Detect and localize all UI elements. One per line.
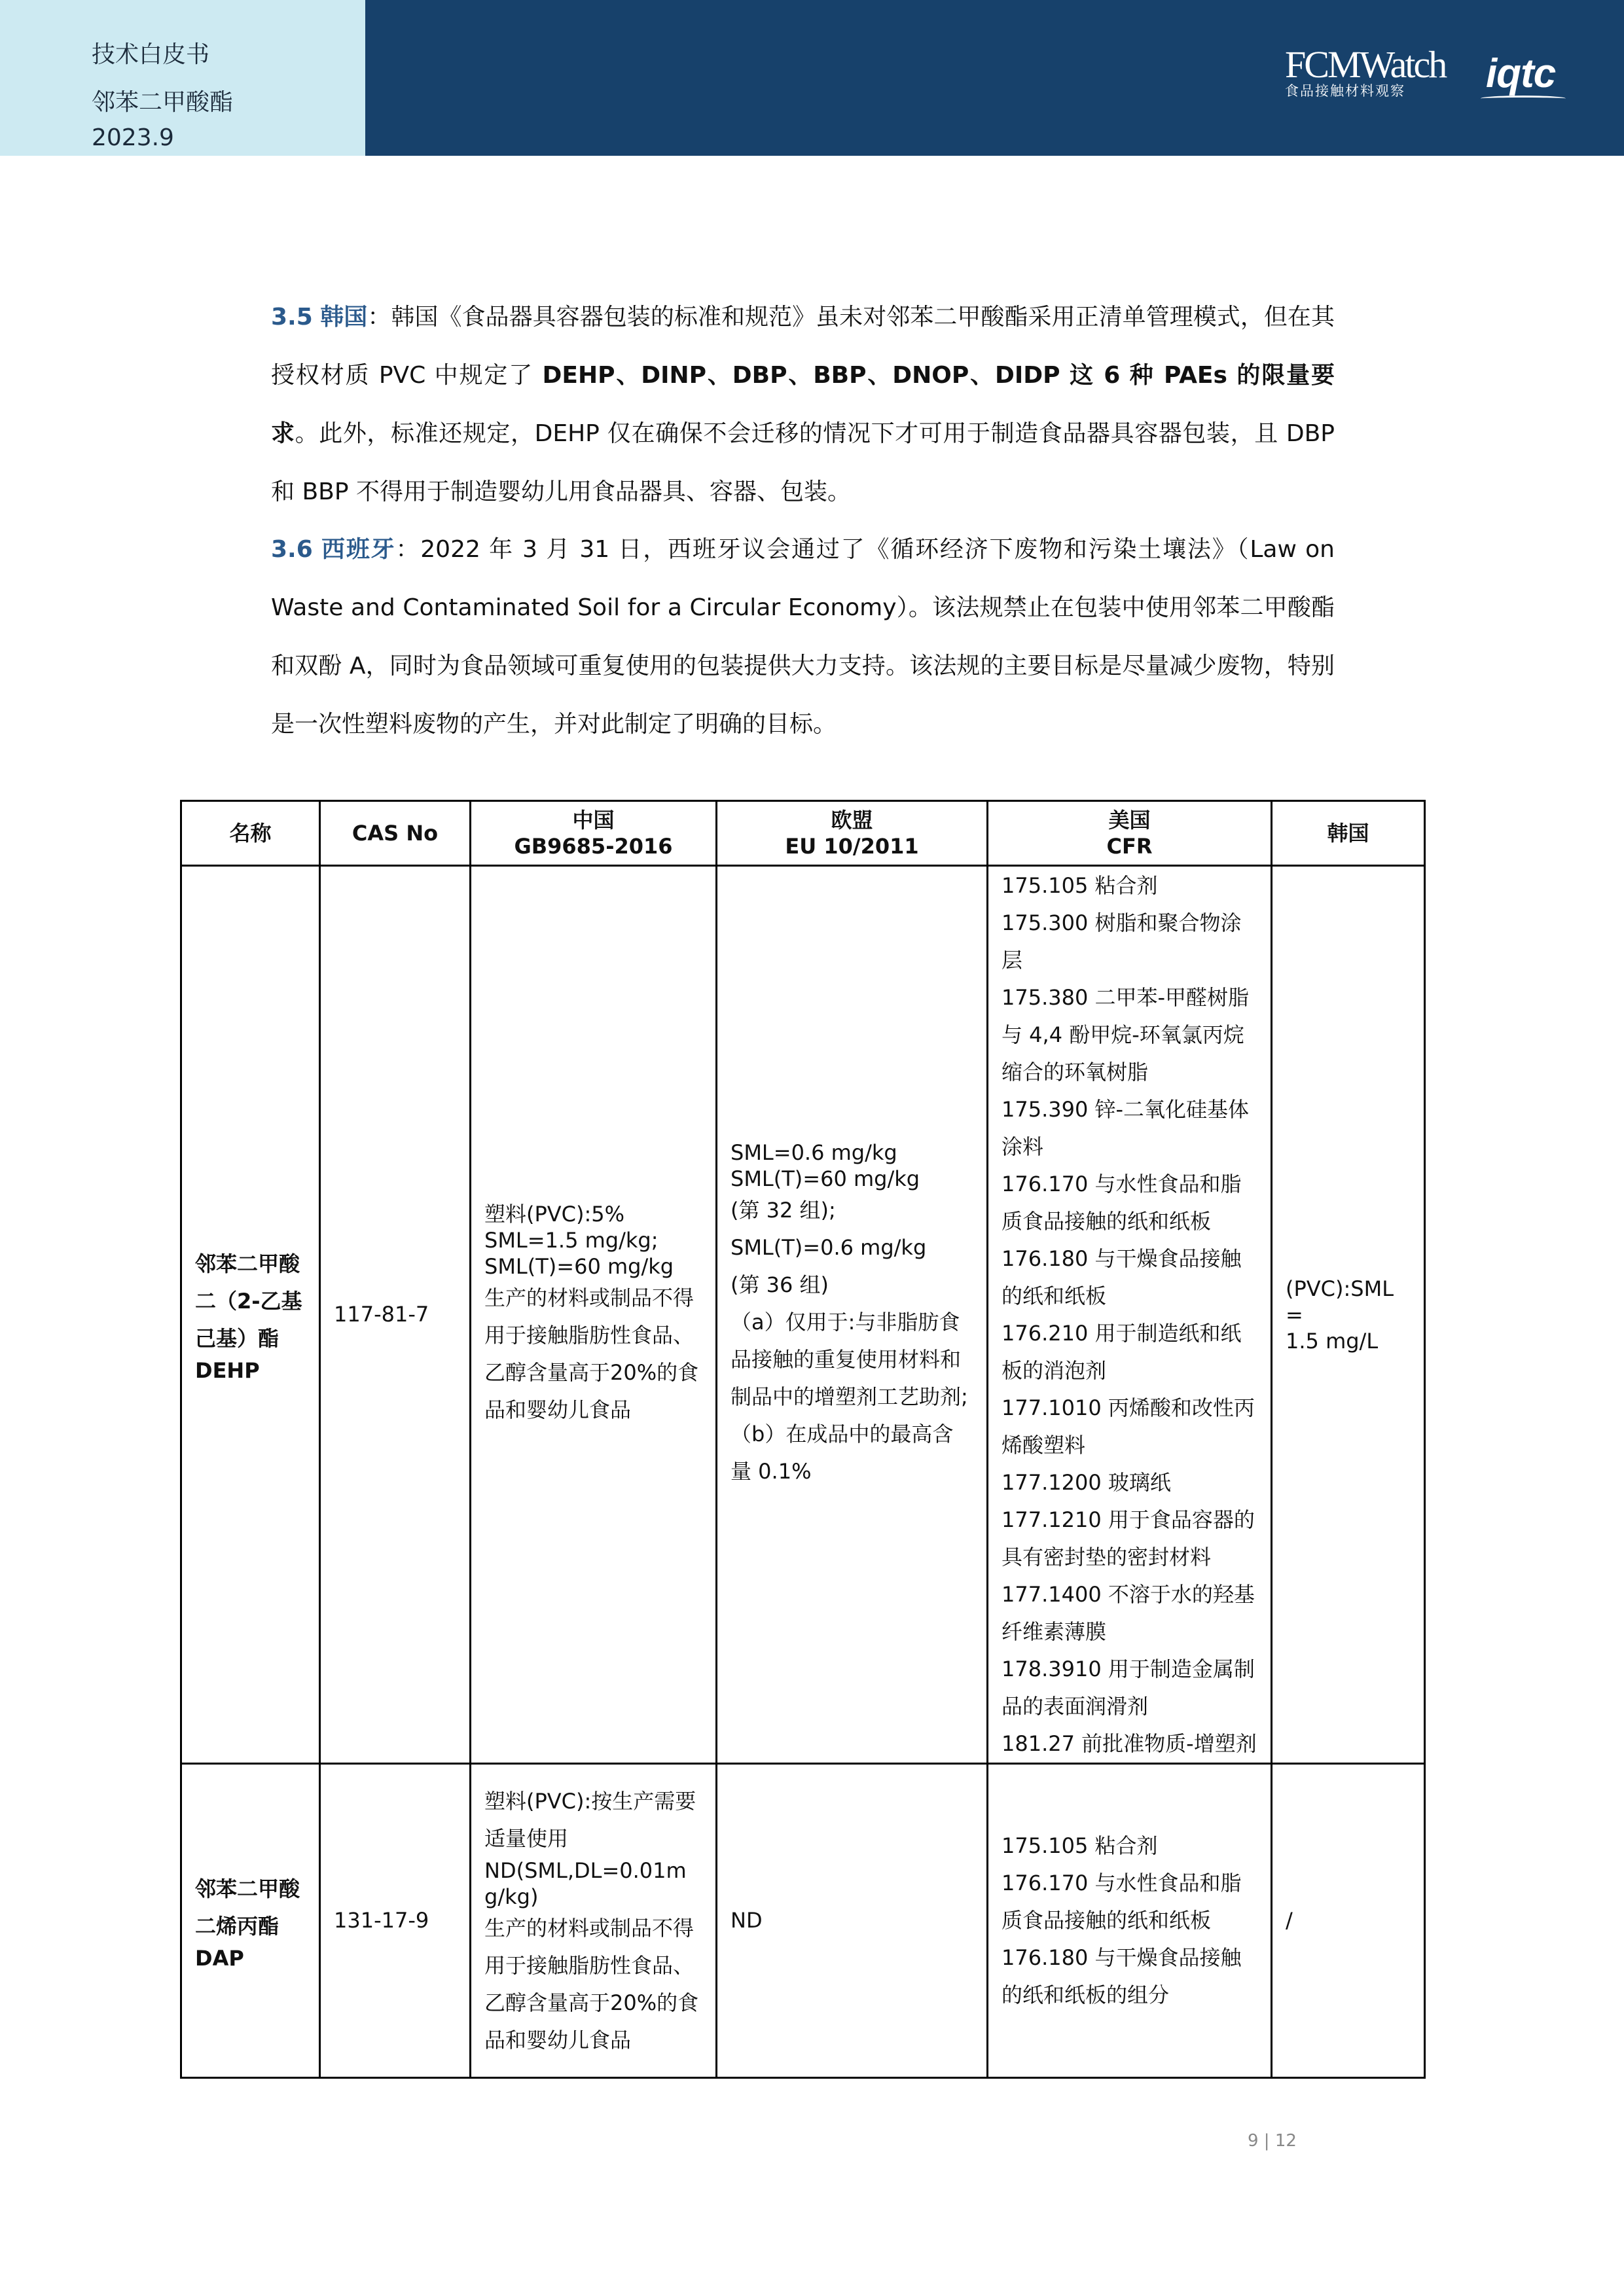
substance-name-cn: 邻苯二甲酸二烯丙酯 <box>195 1876 300 1939</box>
china-limits-values: 塑料(PVC):5% SML=1.5 mg/kg; SML(T)=60 mg/kg <box>484 1201 674 1279</box>
cell-eu-limits: ND <box>717 1764 988 2078</box>
substance-abbreviation: DAP <box>195 1945 244 1971</box>
column-header-us <box>988 801 1272 866</box>
column-header-line: EU 10/2011 <box>785 834 919 859</box>
cell-korea-limits: / <box>1272 1764 1425 2078</box>
column-header-line: CFR <box>1106 834 1153 859</box>
page-number: 9 | 12 <box>1248 2131 1297 2151</box>
section-body-text: ：韩国《食品器具容器包装的标准和规范》虽未对邻苯二甲酸酯采用正清单管理模式，但在其授权材质 PVC 中规定了 <box>271 304 1335 389</box>
china-limits-restriction: 生产的材料或制品不得用于接触脂肪性食品、乙醇含量高于20%的食品和婴幼儿食品 <box>484 1915 699 2053</box>
cell-substance-name <box>181 866 320 1764</box>
cell-china-limits <box>471 1764 717 2078</box>
section-bold-text: DEHP、DINP、DBP、BBP、DNOP、DIDP 这 6 种 PAEs 的限量要求 <box>271 362 1335 447</box>
column-header-line: 中国 <box>572 808 615 833</box>
column-header-china <box>471 801 717 866</box>
header-doc-date: 2023.9 <box>92 124 174 151</box>
section-number: 3.6 <box>271 536 313 563</box>
fcmwatch-logo-text: FCMWatch <box>1285 43 1446 86</box>
section-body-text: ：2022 年 3 月 31 日，西班牙议会通过了《循环经济下废物和污染土壤法》（Law on Waste and Contaminated Soil for a Circular Economy）。该法规禁止在包装中使用邻苯二甲酸酯和双酚 A，同时为食品领域可重复使用的包装提供大力支持。该法规的主要目标是尽量减少废物，特别是一次性塑料废物的产生，并对此制定了明确的目标。 <box>271 536 1335 738</box>
column-header-cas: CAS No <box>320 801 471 866</box>
header-document-tab <box>0 0 365 156</box>
fcmwatch-logo <box>1285 43 1462 99</box>
cell-substance-name <box>181 1764 320 2078</box>
section-body-text: 。此外，标准还规定，DEHP 仅在确保不会迁移的情况下才可用于制造食品器具容器包装，且 DBP 和 BBP 不得用于制造婴幼儿用食品器具、容器、包装。 <box>271 420 1335 505</box>
section-title: 西班牙 <box>321 536 396 563</box>
section-number: 3.5 <box>271 304 313 331</box>
china-limits-restriction: 生产的材料或制品不得用于接触脂肪性食品、乙醇含量高于20%的食品和婴幼儿食品 <box>484 1285 699 1422</box>
cell-eu-limits <box>717 866 988 1764</box>
cell-cas-number: 117-81-7 <box>320 866 471 1764</box>
column-header-korea: 韩国 <box>1272 801 1425 866</box>
column-header-line: 美国 <box>1108 808 1151 833</box>
header-doc-topic: 邻苯二甲酸酯 <box>92 89 234 116</box>
substance-abbreviation: DEHP <box>195 1358 260 1383</box>
substance-name-cn: 邻苯二甲酸二（2-乙基己基）酯 <box>195 1251 302 1351</box>
column-header-line: 欧盟 <box>831 808 873 833</box>
cell-china-limits <box>471 866 717 1764</box>
table-row <box>181 866 1425 1764</box>
section-title: 韩国 <box>320 304 368 331</box>
iqtc-logo: iqtc <box>1486 51 1556 96</box>
section-spain-paragraph <box>271 520 1335 753</box>
cell-korea-limits: (PVC):SML= 1.5 mg/L <box>1272 866 1425 1764</box>
table-row <box>181 1764 1425 2078</box>
cell-us-cfr: 175.105 粘合剂 175.300 树脂和聚合物涂层 175.380 二甲苯-甲醛树脂与 4,4 酚甲烷-环氧氯丙烷缩合的环氧树脂 175.390 锌-二氧化硅基体涂料 176.170 与水性食品和脂质食品接触的纸和纸板 176.180 与干燥食品接触的纸和纸板 176.210 用于制造纸和纸板的消泡剂 177.1010 丙烯酸和改性丙烯酸塑料 177.1200 玻璃纸 177.1210 用于食品容器的具有密封垫的密封材料 177.1400 不溶于水的羟基纤维素薄膜 178.3910 用于制造金属制品的表面润滑剂 181.27 前批准物质-增塑剂 <box>988 866 1272 1764</box>
eu-limits-restriction: (第 32 组); SML(T)=0.6 mg/kg (第 36 组) （a）仅用于:与非脂肪食品接触的重复使用材料和制品中的增塑剂工艺助剂; （b）在成品中的最高含量 0.1% <box>731 1197 968 1484</box>
section-korea-paragraph <box>271 288 1335 521</box>
fcmwatch-logo-subtitle: 食品接触材料观察 <box>1285 83 1405 99</box>
china-limits-values: ND(SML,DL=0.01mg/kg) <box>484 1857 687 1909</box>
column-header-eu <box>717 801 988 866</box>
phthalate-regulation-table <box>180 800 1426 2079</box>
cell-cas-number: 131-17-9 <box>320 1764 471 2078</box>
table-header-row <box>181 801 1425 866</box>
china-limits-usage: 塑料(PVC):按生产需要适量使用 <box>484 1788 696 1851</box>
cell-us-cfr: 175.105 粘合剂 176.170 与水性食品和脂质食品接触的纸和纸板 176.180 与干燥食品接触的纸和纸板的组分 <box>988 1764 1272 2078</box>
column-header-name: 名称 <box>181 801 320 866</box>
header-doc-type: 技术白皮书 <box>92 41 210 68</box>
iqtc-logo-swoosh <box>1481 96 1566 101</box>
eu-limits-values: SML=0.6 mg/kg SML(T)=60 mg/kg <box>731 1139 920 1191</box>
column-header-line: GB9685-2016 <box>514 834 673 859</box>
